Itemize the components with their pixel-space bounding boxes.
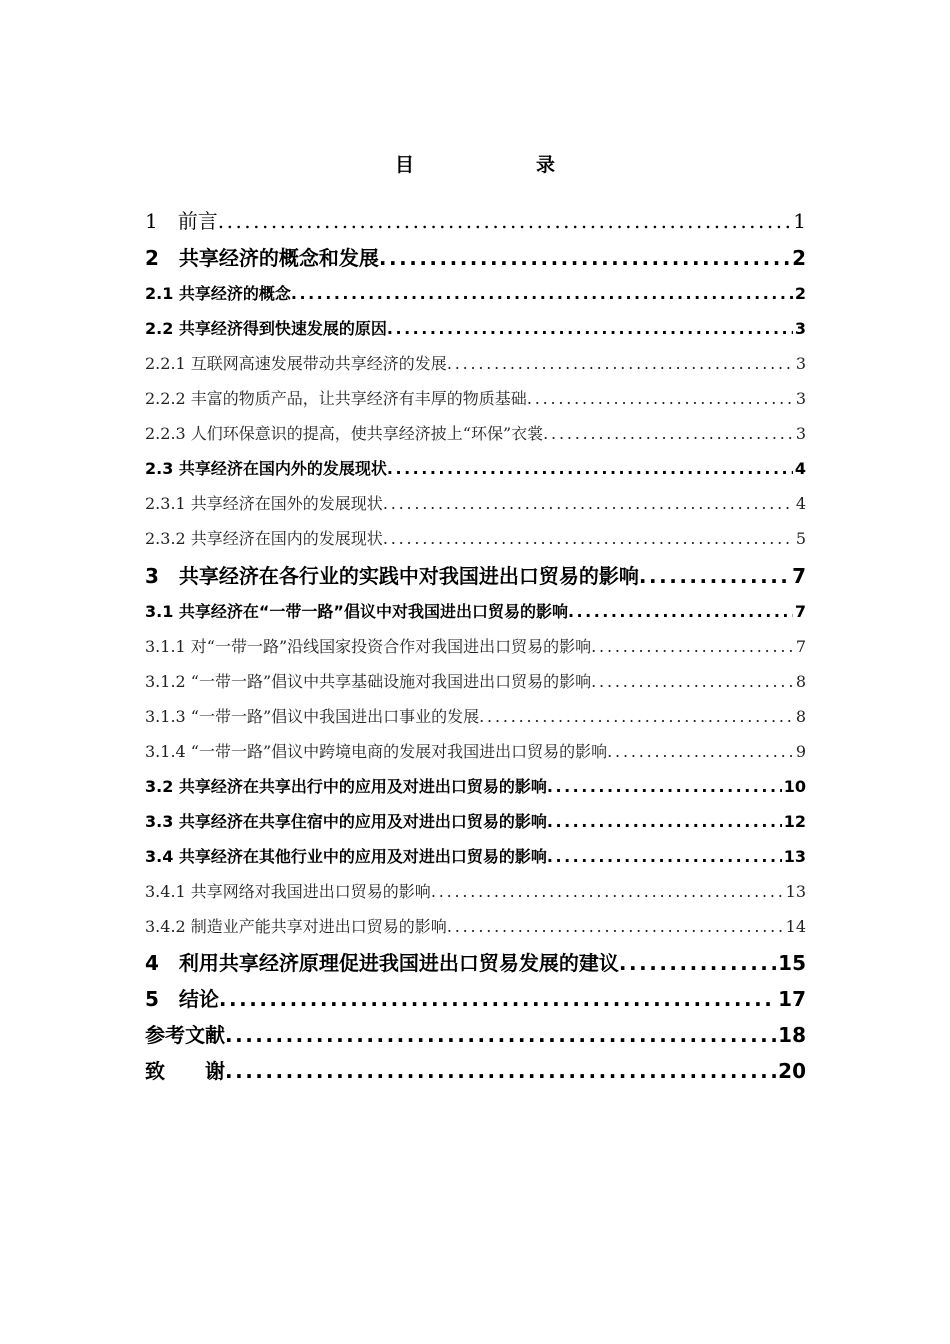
toc-dot-leader: [619, 949, 776, 977]
toc-entry-page: 20: [778, 1059, 806, 1083]
toc-entry-page: 3: [794, 319, 806, 338]
toc-dot-leader: [547, 775, 782, 799]
toc-entry-page: 7: [794, 602, 806, 621]
toc-entry[interactable]: [145, 845, 806, 869]
toc-entry-label: 1 前言: [145, 209, 218, 233]
toc-entry-label: 5 结论: [145, 987, 219, 1011]
toc-entry[interactable]: [145, 422, 806, 446]
toc-entry[interactable]: [145, 387, 806, 411]
toc-entry-page: 10: [783, 777, 806, 796]
toc-dot-leader: [479, 705, 794, 729]
toc-entry[interactable]: [145, 527, 806, 551]
toc-entry-page: 2: [794, 284, 806, 303]
toc-dot-leader: [447, 915, 784, 939]
toc-dot-leader: [219, 985, 776, 1013]
toc-dot-leader: [568, 600, 793, 624]
toc-entry-page: 14: [785, 917, 806, 936]
toc-entry[interactable]: [145, 985, 806, 1013]
toc-entry-page: 15: [778, 951, 806, 975]
toc-entry-label: 3.1.2 “一带一路”倡议中共享基础设施对我国进出口贸易的影响: [145, 672, 592, 691]
toc-entry-label: 2.3.2 共享经济在国内的发展现状: [145, 529, 383, 548]
toc-entry[interactable]: [145, 492, 806, 516]
toc-dot-leader: [225, 1057, 776, 1085]
toc-entry-page: 13: [783, 847, 806, 866]
toc-entry-label: 3.4 共享经济在其他行业中的应用及对进出口贸易的影响: [145, 847, 547, 866]
toc-entry-label: 2.2 共享经济得到快速发展的原因: [145, 319, 387, 338]
toc-entry-page: 3: [795, 424, 806, 443]
toc-entry[interactable]: [145, 635, 806, 659]
toc-entry[interactable]: [145, 880, 806, 904]
toc-entry[interactable]: [145, 244, 806, 272]
toc-dot-leader: [447, 352, 794, 376]
toc-dot-leader: [639, 562, 790, 590]
toc-entry-label: 3.3 共享经济在共享住宿中的应用及对进出口贸易的影响: [145, 812, 547, 831]
toc-entry-page: 18: [778, 1023, 806, 1047]
toc-entry[interactable]: [145, 600, 806, 624]
toc-entry-label: 4 利用共享经济原理促进我国进出口贸易发展的建议: [145, 951, 619, 975]
toc-entry-page: 7: [795, 637, 806, 656]
toc-entry[interactable]: [145, 705, 806, 729]
toc-dot-leader: [431, 880, 784, 904]
toc-dot-leader: [607, 740, 794, 764]
toc-entry-page: 8: [795, 707, 806, 726]
toc-entry-label: 参考文献: [145, 1023, 225, 1047]
toc-dot-leader: [387, 457, 793, 481]
toc-entry[interactable]: [145, 282, 806, 306]
toc-dot-leader: [218, 207, 792, 235]
toc-entry-page: 5: [795, 529, 806, 548]
toc-entry[interactable]: [145, 740, 806, 764]
toc-entry-page: 2: [792, 246, 806, 270]
toc-entry[interactable]: [145, 1057, 806, 1085]
toc-dot-leader: [291, 282, 793, 306]
toc-entry-page: 4: [795, 494, 806, 513]
toc-entry[interactable]: [145, 775, 806, 799]
toc-entry[interactable]: [145, 317, 806, 341]
toc-entry-page: 12: [783, 812, 806, 831]
page-title: 目 录: [394, 154, 583, 176]
toc-entry[interactable]: [145, 810, 806, 834]
toc-entry-label: 2.3.1 共享经济在国外的发展现状: [145, 494, 383, 513]
toc-dot-leader: [591, 670, 794, 694]
toc-entry-label: 3 共享经济在各行业的实践中对我国进出口贸易的影响: [145, 564, 639, 588]
toc-entry-label: 2.2.3 人们环保意识的提高，使共享经济披上“环保”衣裳: [145, 424, 544, 443]
toc-entry-label: 3.1.3 “一带一路”倡议中我国进出口事业的发展: [145, 707, 480, 726]
toc-entry-label: 2.2.2 丰富的物质产品，让共享经济有丰厚的物质基础: [145, 389, 527, 408]
toc-dot-leader: [383, 527, 794, 551]
toc-entry-page: 9: [795, 742, 806, 761]
toc-dot-leader: [527, 387, 794, 411]
toc-entry-label: 2.2.1 互联网高速发展带动共享经济的发展: [145, 354, 447, 373]
toc-dot-leader: [591, 635, 794, 659]
toc-dot-leader: [547, 845, 782, 869]
toc-entry[interactable]: [145, 457, 806, 481]
toc-dot-leader: [543, 422, 794, 446]
toc-entry[interactable]: [145, 562, 806, 590]
toc-entry[interactable]: [145, 1021, 806, 1049]
toc-entry-label: 致 谢: [145, 1059, 225, 1083]
toc-entry-page: 1: [793, 209, 806, 233]
toc-entry[interactable]: [145, 207, 806, 235]
toc-dot-leader: [547, 810, 782, 834]
toc-entry-page: 3: [795, 354, 806, 373]
toc-dot-leader: [379, 244, 790, 272]
toc-entry-label: 3.4.1 共享网络对我国进出口贸易的影响: [145, 882, 431, 901]
toc-entry[interactable]: [145, 949, 806, 977]
toc-entry-label: 3.1.1 对“一带一路”沿线国家投资合作对我国进出口贸易的影响: [145, 637, 592, 656]
toc-entry-label: 3.4.2 制造业产能共享对进出口贸易的影响: [145, 917, 447, 936]
toc-dot-leader: [225, 1021, 776, 1049]
toc-entry[interactable]: [145, 352, 806, 376]
toc-entry-label: 3.1 共享经济在“一带一路”倡议中对我国进出口贸易的影响: [145, 602, 568, 621]
toc-entry-page: 7: [792, 564, 806, 588]
toc-entry-label: 3.2 共享经济在共享出行中的应用及对进出口贸易的影响: [145, 777, 547, 796]
toc-entry[interactable]: [145, 670, 806, 694]
toc-entry-page: 8: [795, 672, 806, 691]
toc-dot-leader: [387, 317, 793, 341]
toc-entry[interactable]: [145, 915, 806, 939]
toc-entry-page: 17: [778, 987, 806, 1011]
toc-entry-page: 4: [794, 459, 806, 478]
toc-entry-page: 13: [785, 882, 806, 901]
toc-entry-page: 3: [795, 389, 806, 408]
toc-entry-label: 2.1 共享经济的概念: [145, 284, 291, 303]
toc-entry-label: 2 共享经济的概念和发展: [145, 246, 379, 270]
toc-entry-label: 2.3 共享经济在国内外的发展现状: [145, 459, 387, 478]
toc-dot-leader: [383, 492, 794, 516]
toc-entry-label: 3.1.4 “一带一路”倡议中跨境电商的发展对我国进出口贸易的影响: [145, 742, 608, 761]
